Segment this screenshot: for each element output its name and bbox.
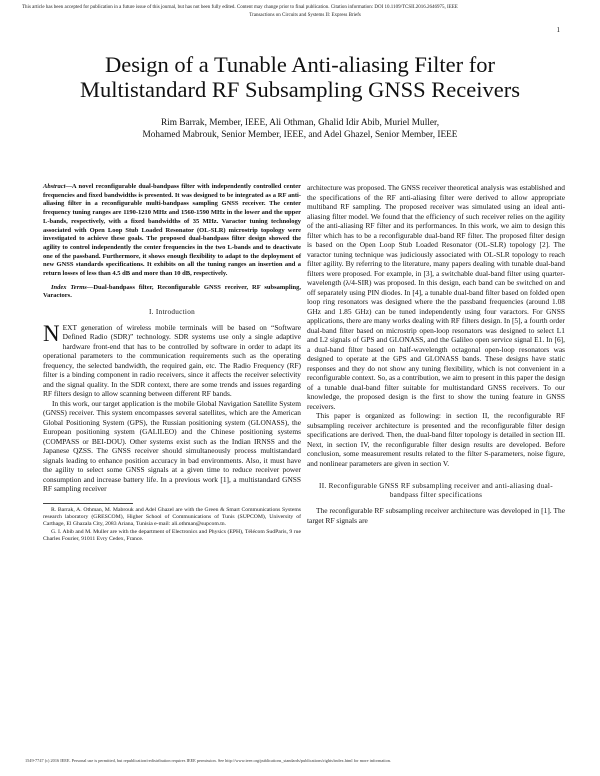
copyright-footer: 1549-7747 (c) 2016 IEEE. Personal use is permitted, but republication/redistribution requires IEEE permission. See http://www.ieee.org/publications_standards/publications/rights/index.html for more information. <box>25 758 391 763</box>
abstract-text: —A novel reconfigurable dual-bandpass filter with independently controlled center frequencies and fixed bandwidths is presented. It was designed to be integrated as a RF anti-aliasing filter in a reconfigurable multi-bandpass sampling GNSS receiver. The center frequency tuning ranges are 1190-1210 MHz and 1560-1590 MHz in the lower and the upper L-bands, respectively, with a fixed bandwidths of 35 MHz. Varactor tuning technology associated with Open Loop Stub Loaded Resonator (OL-SLR) microstrip topology were investigated to achieve these goals. The proposed dual-bandpass filter design showed the agility to control independently the center frequencies in the two L-bands and to deactivate one of the passband. Furthermore, it shows enough flexibility to adapt to the deployment of new GNSS standards specifications. It exhibits on all the tuning ranges an insertion and a return losses of less than 4.5 dB and more than 10 dB, respectively. <box>43 183 301 278</box>
section-heading-2: II. Reconfigurable GNSS RF subsampling receiver and anti-aliasing dual-bandpass filter specifications <box>319 482 553 499</box>
right-paragraph-2: This paper is organized as following: in section II, the reconfigurable RF subsampling receiver architecture is presented and the reconfigurable filter design specifications are derived. Then, the dual-band filter topology is detailed in section III. Next, in section IV, the reconfigurable filter design results are developed. Before conclusion, some measurement results related to the filter S-parameters, noise figure, and nonlinear parameters are given in section V. <box>307 411 565 468</box>
footnote-divider <box>43 503 133 504</box>
page-number: 1 <box>556 26 560 34</box>
index-terms-lead: Index Terms <box>51 283 87 291</box>
left-column <box>43 183 301 543</box>
authors-line1: Rim Barrak, Member, IEEE, Ali Othman, Ghalid Idir Abib, Muriel Muller, <box>160 118 440 128</box>
authors-line2: Mohamed Mabrouk, Senior Member, IEEE, and Adel Ghazel, Senior Member, IEEE <box>142 130 458 140</box>
footnote-affiliation-2: G. I. Abib and M. Muller are with the department of Electronics and Physics (EPH), Télécom SudParis, 9 rue Charles Fourier, 91011 Evry Cedex, France. <box>43 528 301 542</box>
intro-paragraph-1-text: EXT generation of wireless mobile terminals will be based on “Software Defined Radio (SDR)” technology. SDR systems use only a single adaptive hardware front-end that has to be controlled by software in order to adapt its operational parameters to the communication requirements such as the operating frequency, the selected bandwidth, the required gain, etc. The Radio Frequency (RF) filter is a binding component in radio receivers, since it affects the receiver selectivity and the signal quality. In the SDR context, there are some trends and issues regarding RF filters design to allow scanning between different RF bands. <box>43 322 301 399</box>
drop-cap: N <box>43 320 60 346</box>
index-terms-text: —Dual-bandpass filter, Reconfigurable GNSS receiver, RF subsampling, Varactors. <box>43 283 301 300</box>
title-line1: Design of a Tunable Anti-aliasing Filter for <box>105 52 495 77</box>
title-line2: Multistandard RF Subsampling GNSS Receivers <box>80 77 520 102</box>
journal-header-notice <box>22 4 588 20</box>
author-list <box>20 117 580 141</box>
header-notice-line2: Transactions on Circuits and Systems II: Express Briefs <box>249 13 361 18</box>
index-terms <box>43 284 301 301</box>
intro-paragraph-1 <box>43 320 301 399</box>
footnote-affiliation-1: R. Barrak, A. Othman, M. Mabrouk and Adel Ghazel are with the Green & Smart Communications Systems research laboratory (GRESCOM), Higher School of Communications of Tunis (SUPCOM), University of Carthage, El Ghazala City, 2083 Ariana, Tunisia e-mail: ali.othman@supcom.tn. <box>43 506 301 528</box>
abstract-lead: Abstract <box>43 183 66 190</box>
paper-title <box>20 52 580 102</box>
abstract <box>43 183 301 279</box>
section-heading-introduction: I. Introduction <box>148 308 196 317</box>
right-paragraph-1: architecture was proposed. The GNSS receiver theoretical analysis was established and the specifications of the RF anti-aliasing filter were derived to allow appropriate multiband RF sampling. The proposed receiver was simulated using an ideal anti-aliasing filter model. We found that the efficiency of such receiver relies on the agility of the anti-aliasing RF filter and its performances. In this work, we aim to design this filter which has to be a reconfigurable dual-band RF filter. The proposed filter design is based on the Open Loop Stub Loaded Resonator (OL-SLR) topology [2]. The varactor tuning technique was judiciously associated with OL-SLR topology to reach filter agility. By referring to the literature, many papers dealing with tunable dual-band filters were proposed. For example, in [3], a switchable dual-band filter using quarter-wavelength (λ/4-SIR) was proposed. In this design, each band can be switched on and off separately using PIN diodes. In [4], a tunable dual-band filter based on folded open loop ring resonators was designed where the the passband frequencies (around 1.08 GHz and 1.85 GHz) can be tuned independently using four varactors. For GNSS applications, there are many works dealing with RF filters design. In [5], a fourth order dual-band filter based on microstrip open-loop resonators was designed to select L1 and L2 signals of GPS and GLONASS, and the Galileo open service signal E1. In [6], a dual-band filter based on half-wavelength octagonal open-loop resonators was designed to operate at the GPS and GLONASS bands. These designs have static responses and they do not show any tuning flexibility, which is not convenient in a reconfigurable context. So, as a contribution, we aim to present in this paper the design of a tunable dual-band filter suitable for multistandard GNSS receivers. To our knowledge, the proposed design is the first to show the tuning feature in GNSS receivers. <box>307 183 565 411</box>
right-column <box>307 183 565 525</box>
header-notice-line1: This article has been accepted for publication in a future issue of this journal, but has not been fully edited. Content may change prior to final publication. Citation information: DOI 10.1109/TCSII.2016.2646975, IEEE <box>22 5 458 10</box>
section2-paragraph-1: The reconfigurable RF subsampling receiver architecture was developed in [1]. The target RF signals are <box>307 506 565 525</box>
intro-paragraph-2: In this work, our target application is the mobile Global Navigation Satellite System (GNSS) receiver. This system encompasses several satellites, which are the American Global Positioning System (GPS), the Russian positioning system (GLONASS), the European positioning system (GALILEO) and the Chinese positioning systems (COMPASS or BEI-DOU). Other systems exist such as the Indian IRNSS and the Japanese QZSS. The GNSS receiver should simultaneously process multistandard signals leading to enhance position accuracy in bad environments. Also, it must have the agility to select some GNSS signals at a given time to reduce receiver power consumption and increase battery life. In a previous work [1], a multistandard GNSS RF sampling receiver <box>43 398 301 494</box>
